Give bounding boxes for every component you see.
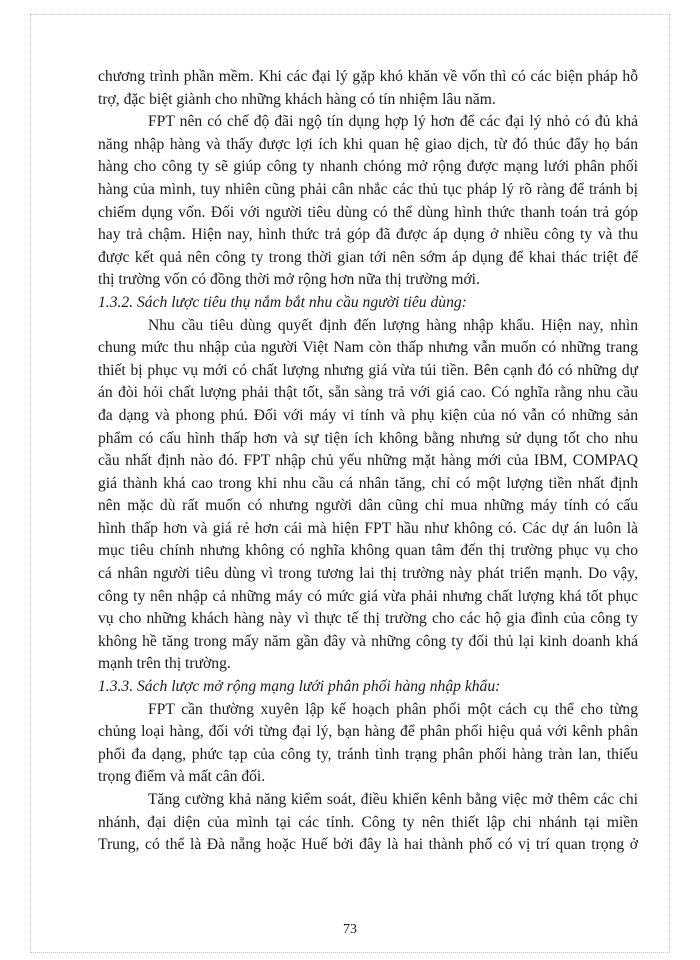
paragraph-first-line: FPT nên có chế độ đãi ngộ tín dụng hợp lý hơn để các đại lý nhỏ có đủ khả xyxy=(148,113,638,131)
text-line: hình thấp hơn và giá rẻ hơn cái mà hiện FPT hầu như không có. Các dự án luôn là xyxy=(98,519,638,537)
text-line: giá thành khá cao trong khi nhu cầu cá nhân tăng, chỉ có một lượng tiền nhất định xyxy=(98,474,638,492)
text-line: thiết bị phục vụ mới có chất lượng nhưng giá vừa túi tiền. Bên cạnh đó có những dự xyxy=(98,361,638,379)
text-line: năng nhập hàng và thấy được lợi ích khi quan hệ giao dịch, từ đó thúc đẩy họ bán xyxy=(98,135,638,153)
text-line: hàng của mình, tuy nhiên cũng phải cân nhắc các thủ tục pháp lý rõ ràng để tránh bị xyxy=(98,180,638,198)
text-line: chương trình phần mềm. Khi các đại lý gặp khó khăn về vốn thì có các biện pháp hỗ xyxy=(98,68,638,85)
text-line: hàng cho công ty sẽ giúp công ty nhanh chóng mở rộng được mạng lưới phân phối xyxy=(98,158,638,176)
text-line: thị trường vốn có đồng thời mở rộng hơn nữa thị trường mới. xyxy=(98,271,480,289)
document-body xyxy=(98,66,638,857)
text-line: chung mức thu nhập của người Việt Nam còn thấp nhưng vẫn muốn có những trang xyxy=(98,339,638,357)
section-heading-1-3-2: 1.3.2. Sách lược tiêu thụ nắm bắt nhu cầu người tiêu dùng: xyxy=(98,293,467,311)
text-line: không hề tăng trong mấy năm gần đây và những công ty đối thủ lại kinh doanh khá xyxy=(98,632,638,650)
text-line: Trung, có thể là Đà nẵng hoặc Huế bởi đây là hai thành phố có vị trí quan trọng ở xyxy=(98,836,638,854)
page-border-top xyxy=(30,14,670,15)
paragraph-first-line: Tăng cường khả năng kiểm soát, điều khiển kênh bằng việc mở thêm các chi xyxy=(148,791,638,808)
text-line: công ty nên nhập cả những máy có mức giá vừa phải nhưng chất lượng khá tốt phục xyxy=(98,587,638,605)
text-line: cá nhân người tiêu dùng vì trong tương lai thị trường này phát triển mạnh. Do vậy, xyxy=(98,565,638,583)
text-line: nhánh, đại diện của mình tại các tỉnh. Công ty nên thiết lập chi nhánh tại miền xyxy=(98,813,638,831)
page-border-right xyxy=(669,14,670,952)
page-border-left xyxy=(30,14,31,952)
text-line: nên mặc dù rất muốn có nhưng người dân cũng chỉ mua những máy tính có cấu xyxy=(98,497,638,515)
text-line: án đòi hỏi chất lượng phải thật tốt, sẵn sàng trả với giá cao. Có nghĩa rằng nhu cầu xyxy=(98,384,638,402)
section-heading-1-3-3: 1.3.3. Sách lược mở rộng mạng lưới phân phối hàng nhập khẩu: xyxy=(98,678,501,696)
text-line: chiếm dụng vốn. Đối với người tiêu dùng có thể dùng hình thức thanh toán trả góp xyxy=(98,203,638,221)
text-line: mạnh trên thị trường. xyxy=(98,655,231,673)
paragraph-first-line: FPT cần thường xuyên lập kế hoạch phân phối một cách cụ thể cho từng xyxy=(148,700,638,718)
page-border-bottom xyxy=(30,952,670,953)
page-number: 73 xyxy=(343,922,357,937)
text-line: cầu nhất định nào đó. FPT nhập chủ yếu những mặt hàng mới của IBM, COMPAQ xyxy=(98,452,638,470)
text-line: được kết quả nên công ty trong thời gian tới nên sớm áp dụng để khai thác triệt để xyxy=(98,248,638,266)
text-line: chủng loại hàng, đối với từng đại lý, bạn hàng để phân phối hiệu quả với kênh phân xyxy=(98,723,638,741)
text-line: phối đa dạng, phức tạp của công ty, tránh tình trạng phân phối hàng tràn lan, thiếu xyxy=(98,745,638,763)
paragraph-first-line: Nhu cầu tiêu dùng quyết định đến lượng hàng nhập khẩu. Hiện nay, nhìn xyxy=(148,316,638,334)
text-line: mục tiêu chính nhưng không có nghĩa không quan tâm đến thị trường phục vụ cho xyxy=(98,542,638,560)
text-line: hay trả chậm. Hiện nay, hình thức trả góp đã được áp dụng ở nhiều công ty và thu xyxy=(98,226,638,244)
text-line: vụ cho những khách hàng này vì thực tế thị trường cho các hộ gia đình của công ty xyxy=(98,610,638,628)
text-line: phẩm có cấu hình thấp hơn và sự tiện ích không bằng nhưng sử dụng tốt cho nhu xyxy=(98,429,638,447)
text-line: trợ, đặc biệt giành cho những khách hàng có tín nhiệm lâu năm. xyxy=(98,90,496,108)
text-line: đa dạng và phong phú. Đối với máy vi tính và phụ kiện của nó vẫn có những sản xyxy=(98,406,638,424)
text-line: trọng điểm và mất cân đối. xyxy=(98,768,266,786)
